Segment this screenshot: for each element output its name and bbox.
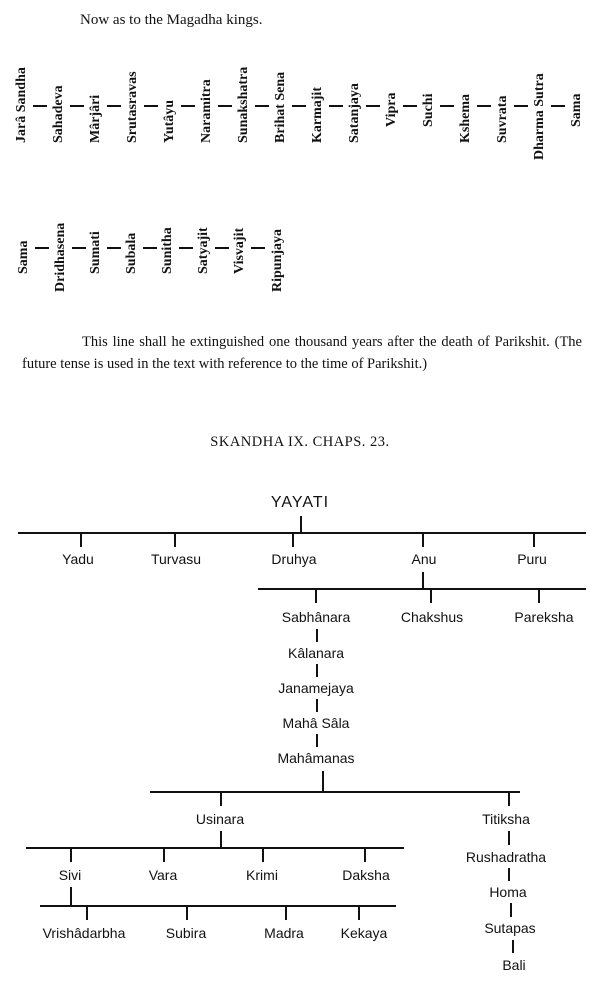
tree-root: YAYATI (270, 494, 330, 511)
king-name: Jarâ Sandha (14, 67, 29, 143)
tree-node: Druhya (271, 551, 317, 567)
king-name: Ripunjaya (270, 228, 285, 292)
tree-node: Bali (502, 957, 526, 973)
tree-node: Chakshus (400, 609, 464, 625)
tree-node: Homa (489, 884, 527, 900)
king-name: Mârjâri (88, 94, 103, 143)
king-name: Vipra (384, 92, 399, 127)
tree-node: Madra (264, 925, 304, 941)
tree-node: Mahâ Sâla (282, 715, 350, 731)
king-name: Brihat Sena (273, 71, 288, 143)
king-name: Visvajit (232, 227, 247, 274)
tree-node: Rushadratha (465, 849, 547, 865)
tree-node: Subira (165, 925, 207, 941)
king-name: Suvrata (495, 95, 510, 143)
king-name: Dharma Sutra (532, 73, 547, 160)
king-name: Suchi (421, 93, 436, 127)
king-name: Dridhasena (53, 222, 68, 292)
king-name: Sama (569, 93, 584, 127)
king-name: Naramitra (199, 79, 214, 143)
tree-node: Mahâmanas (277, 750, 355, 766)
extinction-paragraph (22, 331, 582, 375)
king-name: Sunitha (160, 227, 175, 274)
tree-node: Puru (517, 551, 547, 567)
tree-node: Turvasu (150, 551, 202, 567)
tree-node: Janamejaya (278, 680, 354, 696)
tree-node: Usinara (195, 811, 245, 827)
section-heading: SKANDHA IX. CHAPS. 23. (210, 434, 390, 450)
king-name: Sumati (88, 231, 103, 274)
king-name: Sama (16, 240, 31, 274)
tree-node: Kekaya (340, 925, 388, 941)
king-name: Sahadeva (51, 85, 66, 143)
tree-node: Titiksha (482, 811, 530, 827)
tree-node: Vrishâdarbha (42, 925, 126, 941)
king-name: Sunakshatra (236, 66, 251, 143)
tree-node: Sabhânara (281, 609, 351, 625)
tree-node: Kâlanara (287, 645, 345, 661)
king-name: Kshema (458, 94, 473, 143)
king-name: Satanjaya (347, 83, 362, 143)
king-name: Karmajit (310, 87, 325, 143)
king-name: Satyajit (196, 227, 211, 274)
tree-node: Yadu (62, 551, 94, 567)
king-name: Srutasravas (125, 71, 140, 143)
tree-node: Pareksha (514, 609, 574, 625)
tree-node: Sivi (58, 867, 82, 883)
tree-node: Anu (411, 551, 437, 567)
paragraph-text: This line shall he extinguished one thousand years after the death of Parikshit. (The future tense is used in the text with reference to the time of Parikshit.) (22, 334, 582, 372)
tree-node: Daksha (342, 867, 390, 883)
king-name: Yutâyu (162, 99, 177, 143)
tree-node: Vara (148, 867, 178, 883)
king-name: Subala (124, 232, 139, 274)
tree-node: Sutapas (484, 920, 536, 936)
tree-node: Krimi (246, 867, 278, 883)
intro-line: Now as to the Magadha kings. (80, 12, 263, 28)
